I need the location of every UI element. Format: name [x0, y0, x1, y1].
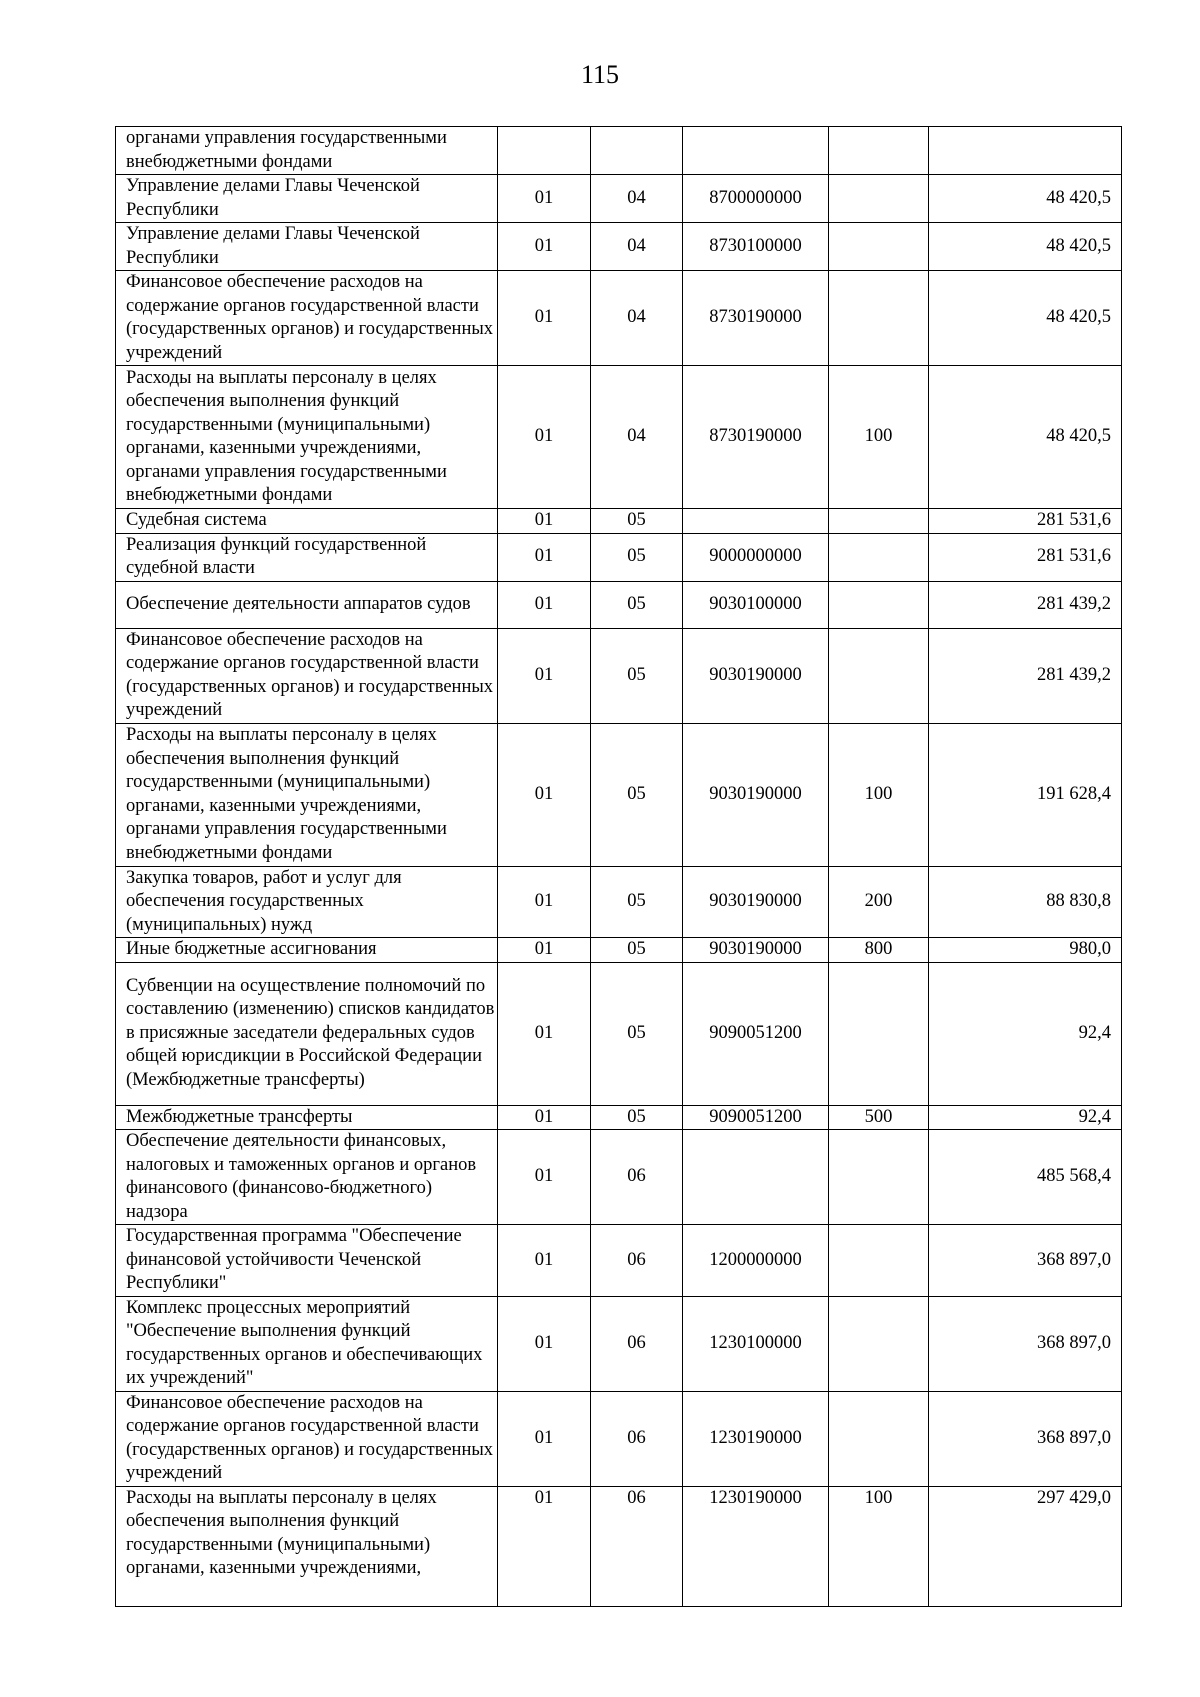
row-amount: 281 531,6: [929, 533, 1122, 581]
row-amount: 191 628,4: [929, 723, 1122, 866]
row-name: Расходы на выплаты персоналу в целях обеспечения выполнения функций государственными (муниципальными) органами, казенными учреждениями,: [116, 1486, 498, 1606]
row-target-article: 9030190000: [683, 866, 829, 938]
row-amount: 48 420,5: [929, 223, 1122, 271]
row-target-article: [683, 1130, 829, 1225]
row-expense-type: [829, 271, 929, 366]
row-subsection: 05: [591, 628, 683, 723]
table-row: [116, 628, 1122, 723]
row-name: Судебная система: [116, 509, 498, 534]
row-name: Управление делами Главы Чеченской Республики: [116, 175, 498, 223]
row-section: 01: [498, 1105, 591, 1130]
row-subsection: 06: [591, 1296, 683, 1391]
row-section: 01: [498, 1391, 591, 1486]
row-target-article: 8730100000: [683, 223, 829, 271]
row-amount: 297 429,0: [929, 1486, 1122, 1606]
row-name: Финансовое обеспечение расходов на содержание органов государственной власти (государственных органов) и государственных учреждений: [116, 1391, 498, 1486]
row-name: Субвенции на осуществление полномочий по составлению (изменению) списков кандидатов в присяжные заседатели федеральных судов общей юрисдикции в Российской Федерации (Межбюджетные трансферты): [116, 962, 498, 1105]
row-section: [498, 127, 591, 175]
table-row: [116, 175, 1122, 223]
row-name: органами управления государственными внебюджетными фондами: [116, 127, 498, 175]
row-section: 01: [498, 175, 591, 223]
row-amount: 92,4: [929, 962, 1122, 1105]
row-subsection: 05: [591, 866, 683, 938]
row-expense-type: 100: [829, 1486, 929, 1606]
table-row: [116, 962, 1122, 1105]
row-target-article: [683, 127, 829, 175]
row-section: 01: [498, 1130, 591, 1225]
row-subsection: 05: [591, 938, 683, 963]
table-row: [116, 1486, 1122, 1606]
table-row: [116, 366, 1122, 509]
table-row: [116, 866, 1122, 938]
page-number: 115: [580, 60, 620, 89]
row-amount: [929, 127, 1122, 175]
row-target-article: 9090051200: [683, 962, 829, 1105]
row-amount: 48 420,5: [929, 175, 1122, 223]
row-expense-type: [829, 628, 929, 723]
row-amount: 368 897,0: [929, 1296, 1122, 1391]
row-subsection: 05: [591, 962, 683, 1105]
budget-table: [115, 126, 1122, 1607]
table-row: [116, 723, 1122, 866]
row-expense-type: 100: [829, 366, 929, 509]
table-row: [116, 271, 1122, 366]
row-subsection: 06: [591, 1391, 683, 1486]
row-expense-type: 500: [829, 1105, 929, 1130]
row-amount: 368 897,0: [929, 1225, 1122, 1297]
table-row: [116, 533, 1122, 581]
row-section: 01: [498, 533, 591, 581]
table-row: [116, 1130, 1122, 1225]
row-amount: 48 420,5: [929, 366, 1122, 509]
row-target-article: 1230190000: [683, 1486, 829, 1606]
table-row: [116, 1225, 1122, 1297]
row-section: 01: [498, 1486, 591, 1606]
row-name: Расходы на выплаты персоналу в целях обеспечения выполнения функций государственными (муниципальными) органами, казенными учреждениями, органами управления государственными внебюджетными фондами: [116, 366, 498, 509]
row-subsection: 04: [591, 271, 683, 366]
row-amount: 48 420,5: [929, 271, 1122, 366]
table-row: [116, 127, 1122, 175]
row-target-article: 1230190000: [683, 1391, 829, 1486]
row-expense-type: [829, 223, 929, 271]
row-target-article: 1200000000: [683, 1225, 829, 1297]
row-subsection: 05: [591, 1105, 683, 1130]
row-target-article: 9030190000: [683, 938, 829, 963]
row-subsection: 05: [591, 581, 683, 628]
row-name: Обеспечение деятельности финансовых, налоговых и таможенных органов и органов финансового (финансово-бюджетного) надзора: [116, 1130, 498, 1225]
row-name: Комплекс процессных мероприятий "Обеспечение выполнения функций государственных органов и обеспечивающих их учреждений": [116, 1296, 498, 1391]
row-expense-type: 200: [829, 866, 929, 938]
row-expense-type: [829, 533, 929, 581]
row-amount: 281 439,2: [929, 581, 1122, 628]
row-name: Финансовое обеспечение расходов на содержание органов государственной власти (государственных органов) и государственных учреждений: [116, 628, 498, 723]
table-row: [116, 1296, 1122, 1391]
row-subsection: 06: [591, 1225, 683, 1297]
row-section: 01: [498, 938, 591, 963]
row-target-article: 9090051200: [683, 1105, 829, 1130]
row-section: 01: [498, 1225, 591, 1297]
row-subsection: 05: [591, 723, 683, 866]
table-row: [116, 581, 1122, 628]
table-row: [116, 1105, 1122, 1130]
row-section: 01: [498, 1296, 591, 1391]
row-target-article: 9030190000: [683, 628, 829, 723]
row-section: 01: [498, 866, 591, 938]
table-row: [116, 223, 1122, 271]
row-subsection: 04: [591, 366, 683, 509]
row-amount: 980,0: [929, 938, 1122, 963]
row-target-article: 1230100000: [683, 1296, 829, 1391]
row-section: 01: [498, 962, 591, 1105]
row-amount: 281 531,6: [929, 509, 1122, 534]
row-expense-type: [829, 962, 929, 1105]
row-name: Управление делами Главы Чеченской Республики: [116, 223, 498, 271]
table-row: [116, 509, 1122, 534]
row-subsection: 05: [591, 533, 683, 581]
row-name: Реализация функций государственной судебной власти: [116, 533, 498, 581]
row-expense-type: 800: [829, 938, 929, 963]
row-target-article: [683, 509, 829, 534]
row-section: 01: [498, 723, 591, 866]
row-expense-type: [829, 175, 929, 223]
row-target-article: 8730190000: [683, 271, 829, 366]
row-amount: 485 568,4: [929, 1130, 1122, 1225]
row-section: 01: [498, 509, 591, 534]
row-name: Расходы на выплаты персоналу в целях обеспечения выполнения функций государственными (муниципальными) органами, казенными учреждениями, органами управления государственными внебюджетными фондами: [116, 723, 498, 866]
row-expense-type: [829, 581, 929, 628]
row-target-article: 8700000000: [683, 175, 829, 223]
row-subsection: 04: [591, 175, 683, 223]
row-target-article: 9000000000: [683, 533, 829, 581]
row-target-article: 9030190000: [683, 723, 829, 866]
row-section: 01: [498, 628, 591, 723]
row-expense-type: [829, 1391, 929, 1486]
row-amount: 92,4: [929, 1105, 1122, 1130]
row-name: Межбюджетные трансферты: [116, 1105, 498, 1130]
row-target-article: 8730190000: [683, 366, 829, 509]
row-section: 01: [498, 223, 591, 271]
table-row: [116, 938, 1122, 963]
row-expense-type: [829, 509, 929, 534]
row-amount: 88 830,8: [929, 866, 1122, 938]
row-amount: 281 439,2: [929, 628, 1122, 723]
row-subsection: 06: [591, 1486, 683, 1606]
row-section: 01: [498, 366, 591, 509]
row-amount: 368 897,0: [929, 1391, 1122, 1486]
row-name: Обеспечение деятельности аппаратов судов: [116, 581, 498, 628]
row-target-article: 9030100000: [683, 581, 829, 628]
row-expense-type: 100: [829, 723, 929, 866]
row-subsection: [591, 127, 683, 175]
row-name: Государственная программа "Обеспечение финансовой устойчивости Чеченской Республики": [116, 1225, 498, 1297]
row-name: Финансовое обеспечение расходов на содержание органов государственной власти (государственных органов) и государственных учреждений: [116, 271, 498, 366]
table-row: [116, 1391, 1122, 1486]
row-subsection: 06: [591, 1130, 683, 1225]
row-expense-type: [829, 127, 929, 175]
row-subsection: 05: [591, 509, 683, 534]
row-section: 01: [498, 581, 591, 628]
row-name: Иные бюджетные ассигнования: [116, 938, 498, 963]
row-expense-type: [829, 1130, 929, 1225]
row-section: 01: [498, 271, 591, 366]
row-expense-type: [829, 1296, 929, 1391]
row-subsection: 04: [591, 223, 683, 271]
row-expense-type: [829, 1225, 929, 1297]
row-name: Закупка товаров, работ и услуг для обеспечения государственных (муниципальных) нужд: [116, 866, 498, 938]
